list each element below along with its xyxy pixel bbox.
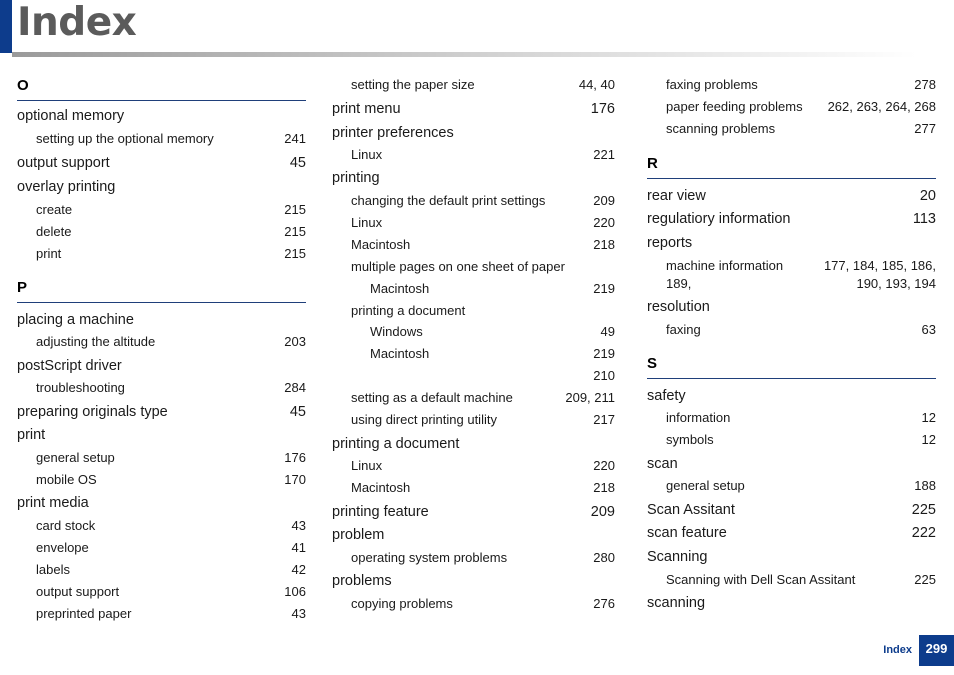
page-reference: 210 — [593, 368, 615, 383]
page-reference: 45 — [289, 404, 306, 420]
index-section-letter: R — [647, 155, 658, 172]
index-term: Macintosh — [370, 346, 430, 361]
index-term: create — [36, 202, 73, 217]
index-term: envelope — [36, 540, 89, 555]
page-reference: 44, 40 — [578, 77, 615, 92]
index-term: scanning problems — [666, 121, 776, 136]
index-term: printing a document — [332, 436, 460, 452]
page-reference: 215 — [284, 224, 306, 239]
index-term: overlay printing — [17, 179, 116, 195]
index-term: placing a machine — [17, 312, 134, 328]
index-term: copying problems — [351, 596, 453, 611]
section-divider — [647, 178, 936, 179]
index-term: card stock — [36, 518, 96, 533]
index-term: symbols — [666, 432, 714, 447]
footer-page-number: 299 — [919, 635, 954, 666]
index-term: Linux — [351, 147, 383, 162]
page-reference: 12 — [921, 410, 936, 425]
index-term: resolution — [647, 299, 710, 315]
index-term: preprinted paper — [36, 606, 132, 621]
index-term: Scanning — [647, 549, 708, 565]
page-reference: 41 — [291, 540, 306, 555]
index-term: operating system problems — [351, 550, 508, 565]
index-term: output support — [36, 584, 120, 599]
index-term: changing the default print settings — [351, 193, 546, 208]
index-term: reports — [647, 235, 693, 251]
index-term: paper feeding problems — [666, 99, 803, 114]
index-term: faxing — [666, 322, 701, 337]
index-term: problem — [332, 527, 385, 543]
index-term: print — [17, 427, 46, 443]
index-term: Scanning with Dell Scan Assitant — [666, 572, 856, 587]
page-reference: 218 — [593, 480, 615, 495]
page-reference: 20 — [919, 188, 936, 204]
index-term: general setup — [36, 450, 115, 465]
page-reference: 43 — [291, 518, 306, 533]
footer-section-label: Index — [883, 644, 912, 656]
page-reference: 209, 211 — [565, 390, 615, 405]
index-term: mobile OS — [36, 472, 97, 487]
index-term: Macintosh — [370, 281, 430, 296]
page-reference: 220 — [593, 458, 615, 473]
page-reference: 113 — [912, 211, 936, 227]
index-term: general setup — [666, 478, 745, 493]
page-reference: 203 — [284, 334, 306, 349]
index-term: machine information — [666, 258, 784, 273]
index-term: Macintosh — [351, 237, 411, 252]
page-reference: 280 — [593, 550, 615, 565]
page-reference: 209 — [590, 504, 615, 520]
index-term: Linux — [351, 458, 383, 473]
page-reference: 284 — [284, 380, 306, 395]
index-section-letter: S — [647, 355, 658, 372]
page-reference: 188 — [914, 478, 936, 493]
page-reference: 12 — [921, 432, 936, 447]
page-reference: 222 — [911, 525, 936, 541]
index-term: rear view — [647, 188, 706, 204]
index-section-letter: P — [17, 279, 28, 296]
page-reference: 220 — [593, 215, 615, 230]
index-term: setting up the optional memory — [36, 131, 214, 146]
page-reference-continued: 189, — [666, 276, 692, 291]
page-reference-continued: 190, 193, 194 — [856, 276, 936, 291]
index-term: print menu — [332, 101, 401, 117]
index-term: optional memory — [17, 108, 125, 124]
index-term: delete — [36, 224, 72, 239]
index-term: output support — [17, 155, 110, 171]
page-reference: 49 — [600, 324, 615, 339]
index-term: Macintosh — [351, 480, 411, 495]
title-accent-bar — [0, 0, 12, 53]
page-reference: 63 — [921, 322, 936, 337]
index-term: problems — [332, 573, 392, 589]
index-term: preparing originals type — [17, 404, 168, 420]
index-term: printing feature — [332, 504, 429, 520]
page-reference: 262, 263, 264, 268 — [827, 99, 936, 114]
title-divider — [12, 52, 917, 57]
section-divider — [17, 302, 306, 303]
page-reference: 170 — [284, 472, 306, 487]
page-reference: 219 — [593, 346, 615, 361]
index-term: setting the paper size — [351, 77, 475, 92]
index-term: using direct printing utility — [351, 412, 497, 427]
page-reference: 278 — [914, 77, 936, 92]
index-term: postScript driver — [17, 358, 122, 374]
index-term: labels — [36, 562, 70, 577]
index-term: regulatiory information — [647, 211, 791, 227]
index-term: setting as a default machine — [351, 390, 513, 405]
index-term: adjusting the altitude — [36, 334, 156, 349]
page-reference: 42 — [291, 562, 306, 577]
page-reference: 218 — [593, 237, 615, 252]
page-reference: 215 — [284, 202, 306, 217]
page-reference: 225 — [914, 572, 936, 587]
page-reference: 221 — [593, 147, 615, 162]
index-term: faxing problems — [666, 77, 758, 92]
index-term: scan — [647, 456, 678, 472]
page-reference: 217 — [593, 412, 615, 427]
page-reference: 176 — [590, 101, 615, 117]
index-term: troubleshooting — [36, 380, 125, 395]
section-divider — [647, 378, 936, 379]
index-term: printer preferences — [332, 125, 454, 141]
page-reference: 215 — [284, 246, 306, 261]
page-reference: 277 — [914, 121, 936, 136]
section-divider — [17, 100, 306, 101]
index-term: information — [666, 410, 731, 425]
index-term: printing a document — [351, 303, 466, 318]
index-term: print — [36, 246, 62, 261]
index-term: safety — [647, 388, 686, 404]
page-reference: 276 — [593, 596, 615, 611]
page-reference: 45 — [289, 155, 306, 171]
index-term: Scan Assitant — [647, 502, 735, 518]
page-reference: 176 — [284, 450, 306, 465]
page-reference: 43 — [291, 606, 306, 621]
page-title: Index — [17, 0, 137, 45]
page-reference: 241 — [284, 131, 306, 146]
page-reference: 225 — [911, 502, 936, 518]
page-reference: 209 — [593, 193, 615, 208]
index-term: scan feature — [647, 525, 727, 541]
index-term: multiple pages on one sheet of paper — [351, 259, 565, 274]
index-term: scanning — [647, 595, 706, 611]
index-term: print media — [17, 495, 89, 511]
index-term: printing — [332, 170, 380, 186]
page-reference: 219 — [593, 281, 615, 296]
page-reference: 106 — [284, 584, 306, 599]
index-term: Linux — [351, 215, 383, 230]
index-term: Windows — [370, 324, 423, 339]
page-reference: 177, 184, 185, 186, — [823, 258, 936, 273]
index-section-letter: O — [17, 77, 29, 94]
